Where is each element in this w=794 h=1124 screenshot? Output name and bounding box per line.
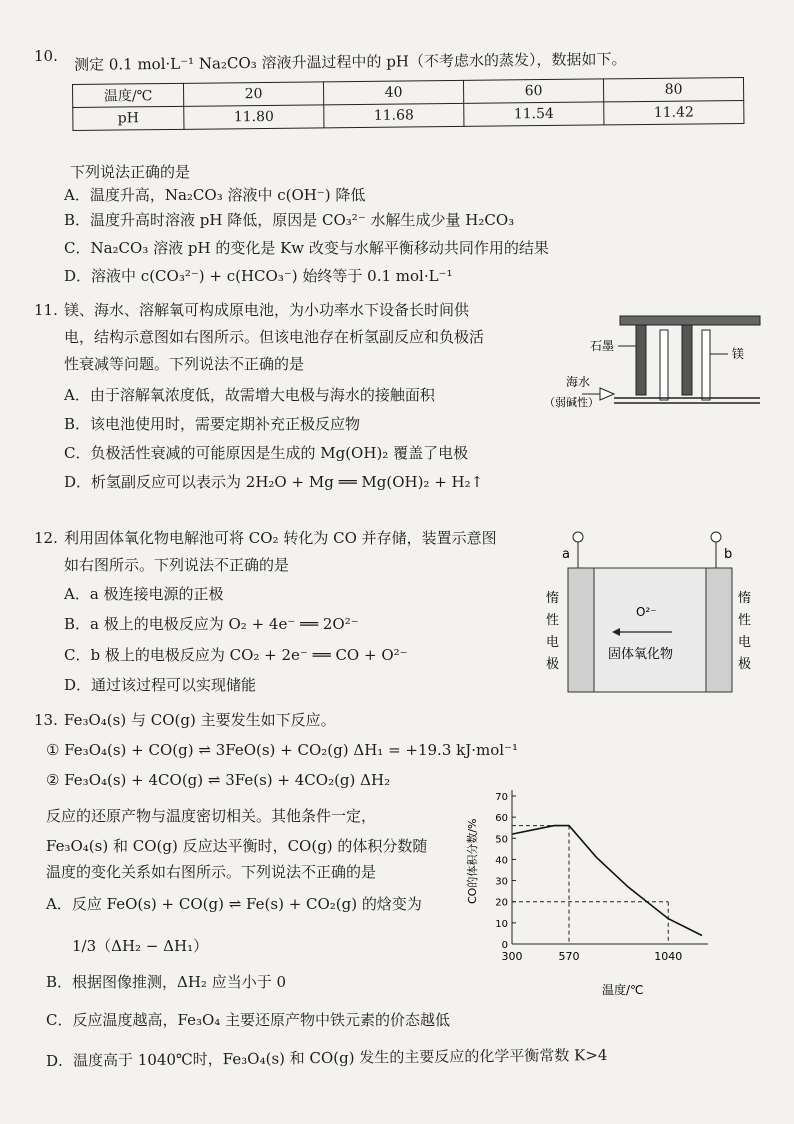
label-a: a [562, 547, 570, 562]
q10-lead: 下列说法正确的是 [70, 163, 191, 181]
y-tick-label: 50 [495, 834, 508, 846]
x-tick-label: 570 [558, 950, 580, 963]
ion-label: O²⁻ [636, 605, 657, 619]
q10-number: 10. [34, 47, 58, 65]
temp-cell: 80 [603, 77, 743, 101]
q13-option-a-fraction: 1/3（ΔH₂ − ΔH₁） [72, 937, 209, 955]
q13-reaction-1: ① Fe₃O₄(s) + CO(g) ⇌ 3FeO(s) + CO₂(g) ΔH₁ = +19.3 kJ·mol⁻¹ [46, 741, 518, 759]
q10-option-d: D．溶液中 c(CO₃²⁻) + c(HCO₃⁻) 始终等于 0.1 mol·L⁻¹ [64, 267, 453, 285]
q13-body-line: 温度的变化关系如右图所示。下列说法不正确的是 [46, 863, 377, 881]
label-weak-base: （弱碱性） [544, 396, 599, 409]
q11-option-a: A．由于溶解氧浓度低，故需增大电极与海水的接触面积 [64, 386, 435, 404]
q10-stem: 测定 0.1 mol·L⁻¹ Na₂CO₃ 溶液升温过程中的 pH（不考虑水的蒸发），数据如下。 [73, 50, 627, 74]
ph-cell: 11.54 [464, 102, 604, 126]
x-tick-label: 300 [501, 950, 523, 963]
q13-body-line: 反应的还原产物与温度密切相关。其他条件一定， [46, 807, 377, 825]
left-electrode-char: 性 [546, 613, 560, 628]
temp-cell: 20 [183, 82, 323, 106]
left-electrode-char: 惰 [546, 591, 560, 606]
ph-cell: 11.68 [324, 103, 464, 127]
y-tick-label: 60 [495, 813, 508, 825]
q12-stem-line: 如右图所示。下列说法不正确的是 [64, 556, 290, 574]
chart-ylabel: CO的体积分数/% [466, 818, 479, 904]
temp-cell: 40 [323, 80, 463, 104]
q13-stem: Fe₃O₄(s) 与 CO(g) 主要发生如下反应。 [64, 711, 336, 729]
label-magnesium: 镁 [732, 347, 745, 361]
electrolysis-diagram [538, 528, 784, 700]
q11-option-b: B．该电池使用时，需要定期补充正极反应物 [64, 415, 361, 433]
ph-cell: 11.42 [604, 100, 744, 124]
q11-option-c: C．负极活性衰减的可能原因是生成的 Mg(OH)₂ 覆盖了电极 [64, 444, 469, 462]
y-tick-label: 10 [495, 918, 508, 930]
q10-option-c: C．Na₂CO₃ 溶液 pH 的变化是 Kw 改变与水解平衡移动共同作用的结果 [64, 239, 549, 257]
chart-xlabel: 温度/℃ [602, 983, 644, 997]
table-header-label: 温度/℃ [73, 83, 184, 107]
q12-option-c: C．b 极上的电极反应为 CO₂ + 2e⁻ ══ CO + O²⁻ [64, 646, 408, 664]
q12-option-b: B．a 极上的电极反应为 O₂ + 4e⁻ ══ 2O²⁻ [64, 615, 359, 633]
x-tick-label: 1040 [654, 950, 683, 963]
y-tick-label: 70 [495, 792, 508, 803]
q12-option-d: D．通过该过程可以实现储能 [64, 676, 257, 694]
q13-option-d: D．温度高于 1040℃时，Fe₃O₄(s) 和 CO(g) 发生的主要反应的化学平衡常数 K>4 [45, 1046, 608, 1070]
table-row-label: pH [73, 106, 184, 130]
y-tick-label: 30 [495, 876, 508, 888]
q12-number: 12. [34, 529, 58, 547]
q13-reaction-2: ② Fe₃O₄(s) + 4CO(g) ⇌ 3Fe(s) + 4CO₂(g) ΔH₂ [46, 771, 391, 789]
label-b: b [724, 547, 733, 562]
q11-option-d: D．析氢副反应可以表示为 2H₂O + Mg ══ Mg(OH)₂ + H₂↑ [64, 473, 484, 491]
y-tick-label: 20 [495, 897, 508, 909]
q11-stem-line: 镁、海水、溶解氧可构成原电池，为小功率水下设备长时间供 [64, 301, 470, 319]
ph-table [72, 77, 744, 131]
ph-cell: 11.80 [184, 105, 324, 129]
label-graphite: 石墨 [590, 339, 615, 353]
left-electrode-char: 极 [546, 657, 560, 672]
q10-option-a: A．温度升高，Na₂CO₃ 溶液中 c(OH⁻) 降低 [64, 186, 366, 204]
right-electrode-char: 极 [738, 657, 752, 672]
right-electrode-char: 性 [738, 613, 752, 628]
y-tick-label: 0 [501, 940, 508, 951]
q13-body-line: Fe₃O₄(s) 和 CO(g) 反应达平衡时，CO(g) 的体积分数随 [46, 837, 428, 855]
series-line [512, 826, 702, 936]
q13-option-b: B．根据图像推测，ΔH₂ 应当小于 0 [46, 973, 287, 991]
q10-option-b: B．温度升高时溶液 pH 降低，原因是 CO₃²⁻ 水解生成少量 H₂CO₃ [64, 211, 515, 229]
q12-stem-line: 利用固体氧化物电解池可将 CO₂ 转化为 CO 并存储，装置示意图 [64, 529, 497, 547]
q12-option-a: A．a 极连接电源的正极 [64, 585, 224, 603]
q11-number: 11. [34, 301, 58, 319]
battery-diagram [542, 310, 782, 420]
left-electrode-char: 电 [546, 635, 560, 650]
q13-option-c: C．反应温度越高，Fe₃O₄ 主要还原产物中铁元素的价态越低 [46, 1011, 451, 1029]
co-fraction-chart [462, 786, 712, 1002]
label-seawater: 海水 [566, 375, 591, 389]
q11-stem-line: 电，结构示意图如右图所示。但该电池存在析氢副反应和负极活 [64, 328, 485, 346]
right-electrode-char: 惰 [738, 591, 752, 606]
right-electrode-char: 电 [738, 635, 752, 650]
medium-label: 固体氧化物 [608, 647, 674, 662]
q13-option-a: A．反应 FeO(s) + CO(g) ⇌ Fe(s) + CO₂(g) 的焓变为 [46, 895, 422, 913]
temp-cell: 60 [463, 79, 603, 103]
q11-stem-line: 性衰减等问题。下列说法不正确的是 [64, 355, 305, 373]
q13-number: 13. [34, 711, 58, 729]
y-tick-label: 40 [495, 855, 508, 867]
